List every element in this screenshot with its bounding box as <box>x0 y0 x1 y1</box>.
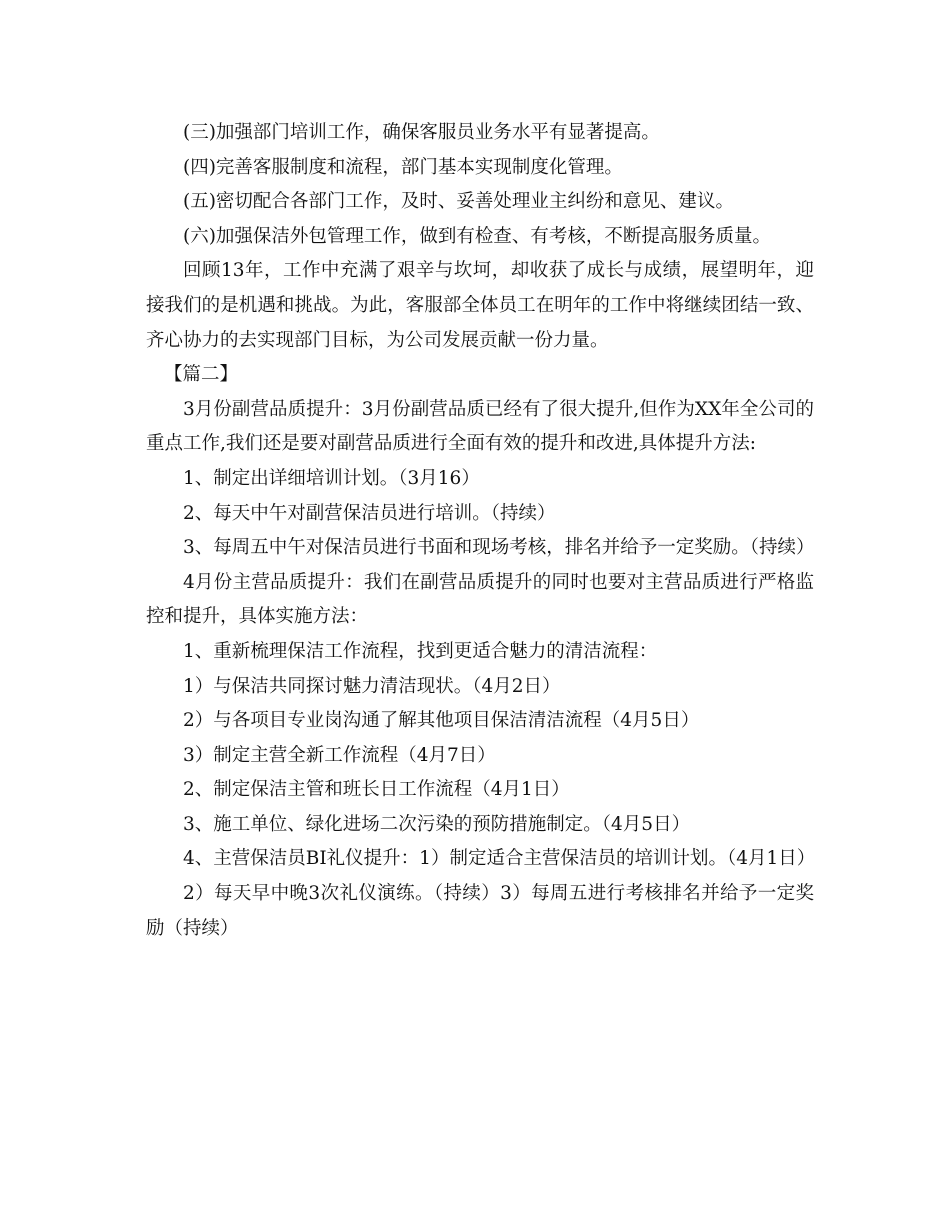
list-item: 3、施工单位、绿化进场二次污染的预防措施制定。（4月5日） <box>183 813 691 835</box>
paragraph-cooperation: (五)密切配合各部门工作，及时、妥善处理业主纠纷和意见、建议。 <box>183 191 734 213</box>
section-heading: 【篇二】 <box>164 364 239 386</box>
paragraph-training: (三)加强部门培训工作，确保客服员业务水平有显著提高。 <box>183 122 660 143</box>
paragraph-system: (四)完善客服制度和流程，部门基本实现制度化管理。 <box>183 156 623 178</box>
list-item: 3、每周五中午对保洁员进行书面和现场考核，排名并给予一定奖励。（持续） <box>183 537 815 559</box>
paragraph-april-intro: 4月份主营品质提升：我们在副营品质提升的同时也要对主营品质进行严格监控和提升，具体实施方法： <box>146 571 814 628</box>
list-subitem: 3）制定主营全新工作流程（4月7日） <box>183 744 496 766</box>
list-item: 4、主营保洁员BI礼仪提升：1）制定适合主营保洁员的培训计划。（4月1日） <box>183 848 816 870</box>
paragraph-outsourcing: (六)加强保洁外包管理工作，做到有检查、有考核，不断提高服务质量。 <box>183 225 771 247</box>
list-item: 2、制定保洁主管和班长日工作流程（4月1日） <box>183 779 570 801</box>
document-page <box>146 116 814 946</box>
list-item: 1、重新梳理保洁工作流程，找到更适合魅力的清洁流程： <box>183 640 658 662</box>
list-subitem: 1）与保洁共同探讨魅力清洁现状。（4月2日） <box>183 675 561 697</box>
list-subitem: 2）与各项目专业岗沟通了解其他项目保洁清洁流程（4月5日） <box>183 710 700 732</box>
paragraph-review: 回顾13年，工作中充满了艰辛与坎坷，却收获了成长与成绩，展望明年，迎接我们的是机遇和挑战。为此，客服部全体员工在明年的工作中将继续团结一致、齐心协力的去实现部门目标，为公司发展贡献一份力量。 <box>146 260 814 351</box>
list-item: 2、每天中午对副营保洁员进行培训。（持续） <box>183 502 556 524</box>
paragraph-march-intro: 3月份副营品质提升：3月份副营品质已经有了很大提升,但作为XX年全公司的重点工作,我们还是要对副营品质进行全面有效的提升和改进,具体提升方法: <box>146 398 814 455</box>
list-subitem: 2）每天早中晚3次礼仪演练。（持续）3）每周五进行考核排名并给予一定奖励（持续） <box>146 883 814 939</box>
list-item: 1、制定出详细培训计划。（3月16） <box>183 467 480 489</box>
